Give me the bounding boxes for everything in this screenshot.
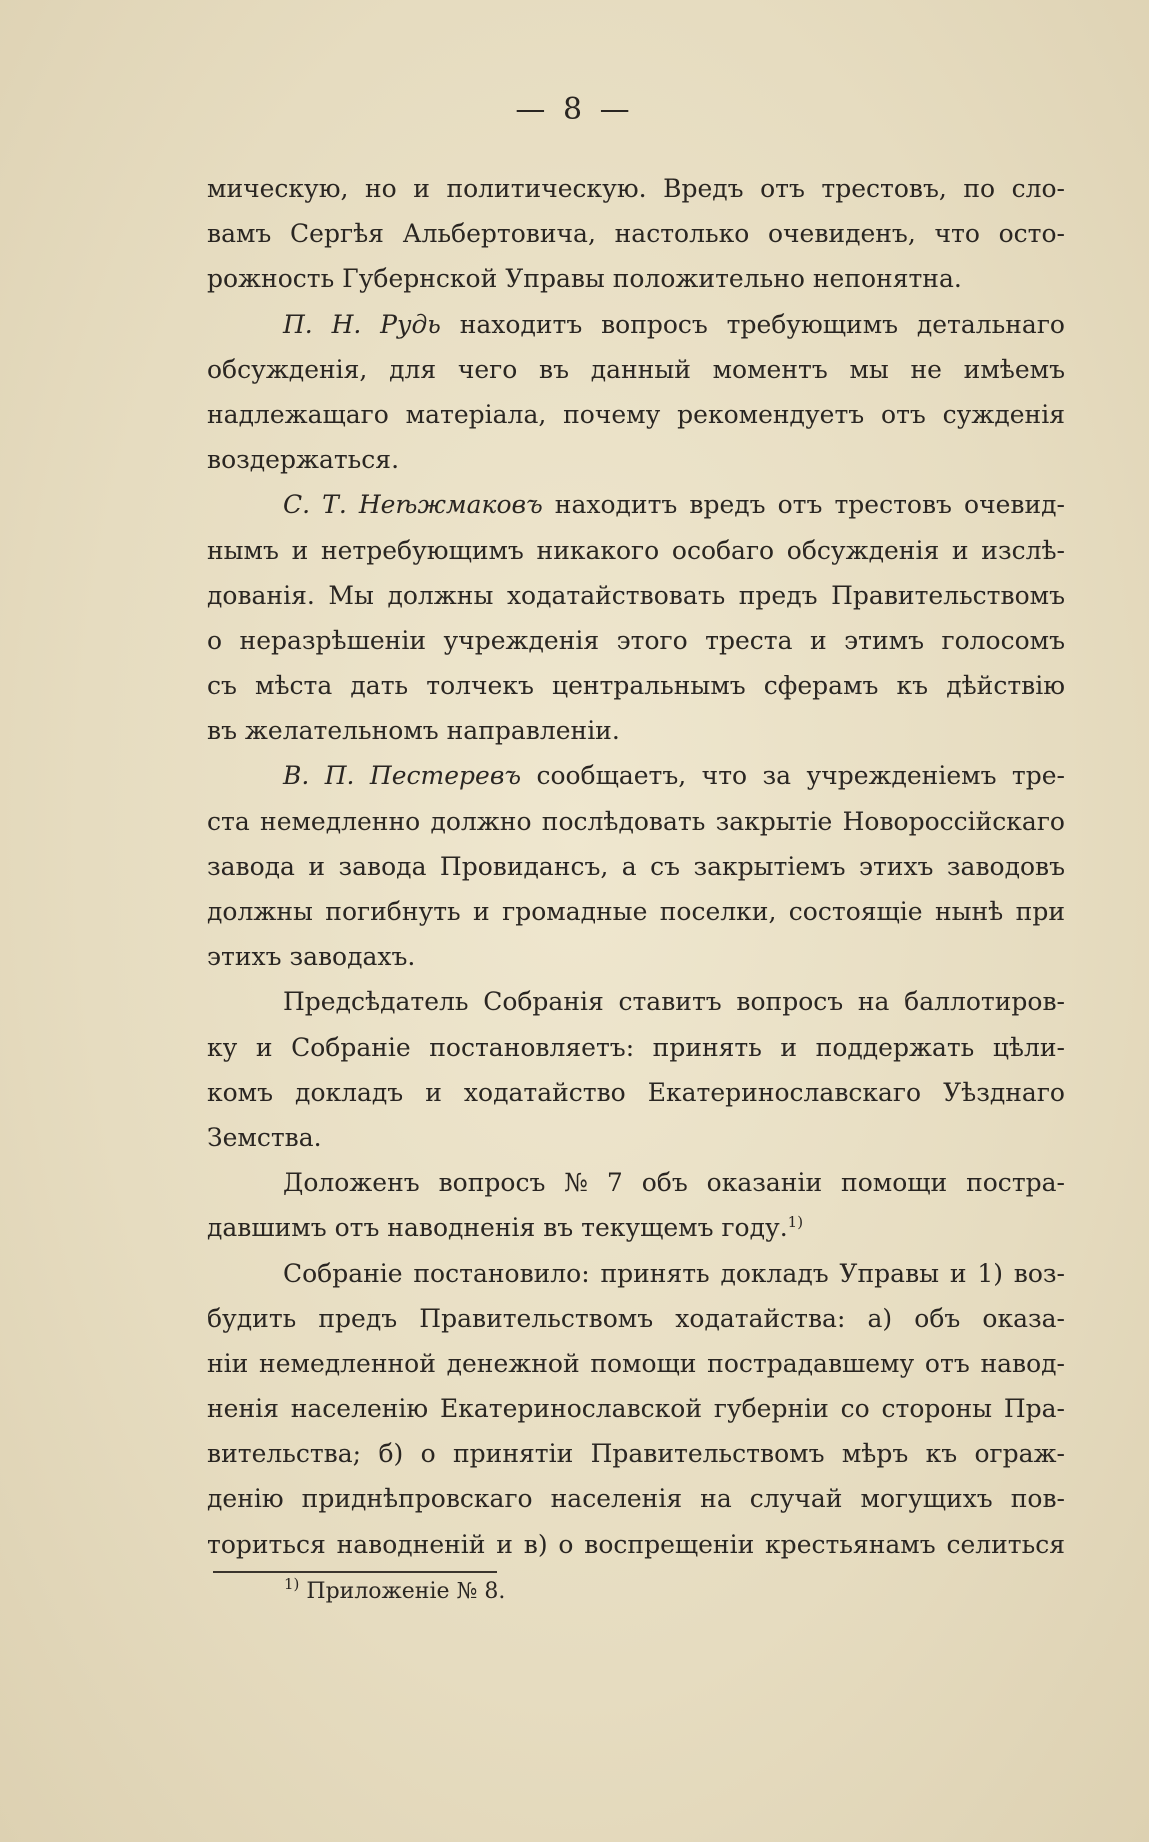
line-text: вительства; б) о принятіи Правительствомъ мѣръ къ ограж- — [207, 1439, 1065, 1469]
line-text: ніи немедленной денежной помощи пострадавшему отъ навод- — [207, 1348, 1065, 1378]
line-text: Земства. — [207, 1122, 322, 1152]
line-content — [207, 256, 962, 301]
text-line — [207, 573, 1065, 618]
line-content — [207, 528, 1065, 573]
text-line — [207, 1386, 1065, 1431]
text-line — [207, 256, 1065, 301]
text-line — [207, 347, 1065, 392]
line-text: Предсѣдатель Собранія ставитъ вопросъ на баллотиров- — [283, 987, 1065, 1017]
text-line — [207, 1205, 1065, 1250]
line-text: денію приднѣпровскаго населенія на случай могущихъ пов- — [207, 1484, 1065, 1514]
line-text: ста немедленно должно послѣдовать закрытіе Новороссійскаго — [207, 806, 1065, 836]
line-content — [207, 708, 620, 753]
line-text: обсужденія, для чего въ данный моментъ мы не имѣемъ — [207, 354, 1065, 384]
line-content — [207, 211, 1065, 256]
text-line — [207, 844, 1065, 889]
text-line — [207, 1115, 1065, 1160]
text-line — [207, 1296, 1065, 1341]
line-content — [207, 1522, 1065, 1567]
footnote-divider — [213, 1571, 497, 1573]
line-content — [207, 1386, 1065, 1431]
text-line — [207, 1341, 1065, 1386]
line-text: будить предъ Правительствомъ ходатайства: а) объ оказа- — [207, 1303, 1065, 1333]
line-content — [207, 166, 1065, 211]
text-line — [207, 934, 1065, 979]
text-line — [207, 1522, 1065, 1567]
line-text: ку и Собраніе постановляетъ: принять и поддержать цѣли- — [207, 1032, 1065, 1062]
line-text: ториться наводненій и в) о воспрещеніи крестьянамъ селиться — [207, 1529, 1065, 1559]
footnote-mark: 1) — [284, 1575, 300, 1593]
line-text: нымъ и нетребующимъ никакого особаго обсужденія и изслѣ- — [207, 535, 1065, 565]
line-text: этихъ заводахъ. — [207, 942, 416, 972]
speaker-name: П. Н. Рудь — [283, 309, 441, 339]
text-line — [207, 1160, 1065, 1205]
text-line — [207, 618, 1065, 663]
line-content — [207, 844, 1065, 889]
line-text: Доложенъ вопросъ № 7 объ оказаніи помощи пострa- — [283, 1168, 1065, 1198]
line-content — [283, 753, 1065, 798]
text-line — [207, 753, 1065, 798]
text-line — [207, 1070, 1065, 1115]
line-text: комъ докладъ и ходатайство Екатеринославскаго Уѣзднаго — [207, 1077, 1065, 1107]
line-text: находитъ вопросъ требующимъ детальнаго — [440, 309, 1065, 339]
text-line — [207, 392, 1065, 437]
line-content — [207, 1205, 803, 1250]
line-text: находитъ вредъ отъ трестовъ очевид- — [542, 490, 1065, 520]
line-content — [283, 1160, 1065, 1205]
line-text: съ мѣста дать толчекъ центральнымъ сферамъ къ дѣйствію — [207, 671, 1065, 701]
footnote-text: Приложеніе № 8. — [299, 1579, 506, 1604]
text-line — [207, 166, 1065, 211]
text-line — [207, 1251, 1065, 1296]
line-text: о неразрѣшеніи учрежденія этого треста и этимъ голосомъ — [207, 625, 1065, 655]
line-content — [207, 799, 1065, 844]
line-text: мическую, но и политическую. Вредъ отъ трестовъ, по сло- — [207, 174, 1065, 203]
text-line — [207, 799, 1065, 844]
text-line — [207, 528, 1065, 573]
line-content — [283, 1251, 1065, 1296]
line-content — [207, 573, 1065, 618]
line-content — [283, 482, 1065, 527]
line-text: вамъ Сергѣя Альбертовича, настолько очевиденъ, что осто- — [207, 219, 1065, 249]
text-line — [207, 1025, 1065, 1070]
line-text: сообщаетъ, что за учрежденіемъ тре- — [521, 761, 1065, 791]
line-content — [207, 347, 1065, 392]
line-content — [207, 1341, 1065, 1386]
line-content — [207, 889, 1065, 934]
line-text: ненія населенію Екатеринославской губерніи со стороны Пра- — [207, 1394, 1065, 1424]
line-content — [207, 1025, 1065, 1070]
line-content — [283, 979, 1065, 1024]
line-text: давшимъ отъ наводненія въ текущемъ году. — [207, 1213, 788, 1243]
line-text: надлежащаго матеріала, почему рекомендуетъ отъ сужденія — [207, 399, 1065, 429]
line-content — [207, 437, 399, 482]
line-text: должны погибнуть и громадные поселки, состоящіе нынѣ при — [207, 897, 1065, 926]
line-content — [207, 663, 1065, 708]
line-content — [207, 392, 1065, 437]
text-line — [207, 889, 1065, 934]
text-line — [207, 663, 1065, 708]
line-content — [207, 1431, 1065, 1476]
body-text — [207, 166, 1065, 1567]
text-line — [207, 211, 1065, 256]
line-content — [207, 1115, 322, 1160]
line-content — [283, 302, 1065, 347]
line-content — [207, 1476, 1065, 1521]
page-number: — 8 — — [515, 92, 634, 127]
line-text: рожность Губернской Управы положительно непонятна. — [207, 264, 962, 294]
text-line — [207, 1431, 1065, 1476]
text-line — [207, 437, 1065, 482]
speaker-name: В. П. Пестеревъ — [283, 761, 522, 791]
line-text: воздержаться. — [207, 445, 400, 475]
line-text: Собраніе постановило: принять докладъ Управы и 1) воз- — [283, 1258, 1065, 1288]
line-content — [207, 618, 1065, 663]
line-content — [207, 1070, 1065, 1115]
text-line — [207, 302, 1065, 347]
line-text: завода и завода Провидансъ, а съ закрытіемъ этихъ заводовъ — [207, 851, 1065, 881]
footnote-ref: 1) — [787, 1213, 804, 1232]
line-content — [207, 934, 415, 979]
line-text: въ желательномъ направленіи. — [207, 716, 620, 746]
text-line — [207, 708, 1065, 753]
text-line — [207, 979, 1065, 1024]
line-content — [207, 1296, 1065, 1341]
text-line — [207, 482, 1065, 527]
speaker-name: С. Т. Неѣжмаковъ — [283, 490, 543, 520]
footnote — [284, 1577, 505, 1607]
line-text: дованія. Мы должны ходатайствовать предъ Правительствомъ — [207, 580, 1065, 610]
text-line — [207, 1476, 1065, 1521]
